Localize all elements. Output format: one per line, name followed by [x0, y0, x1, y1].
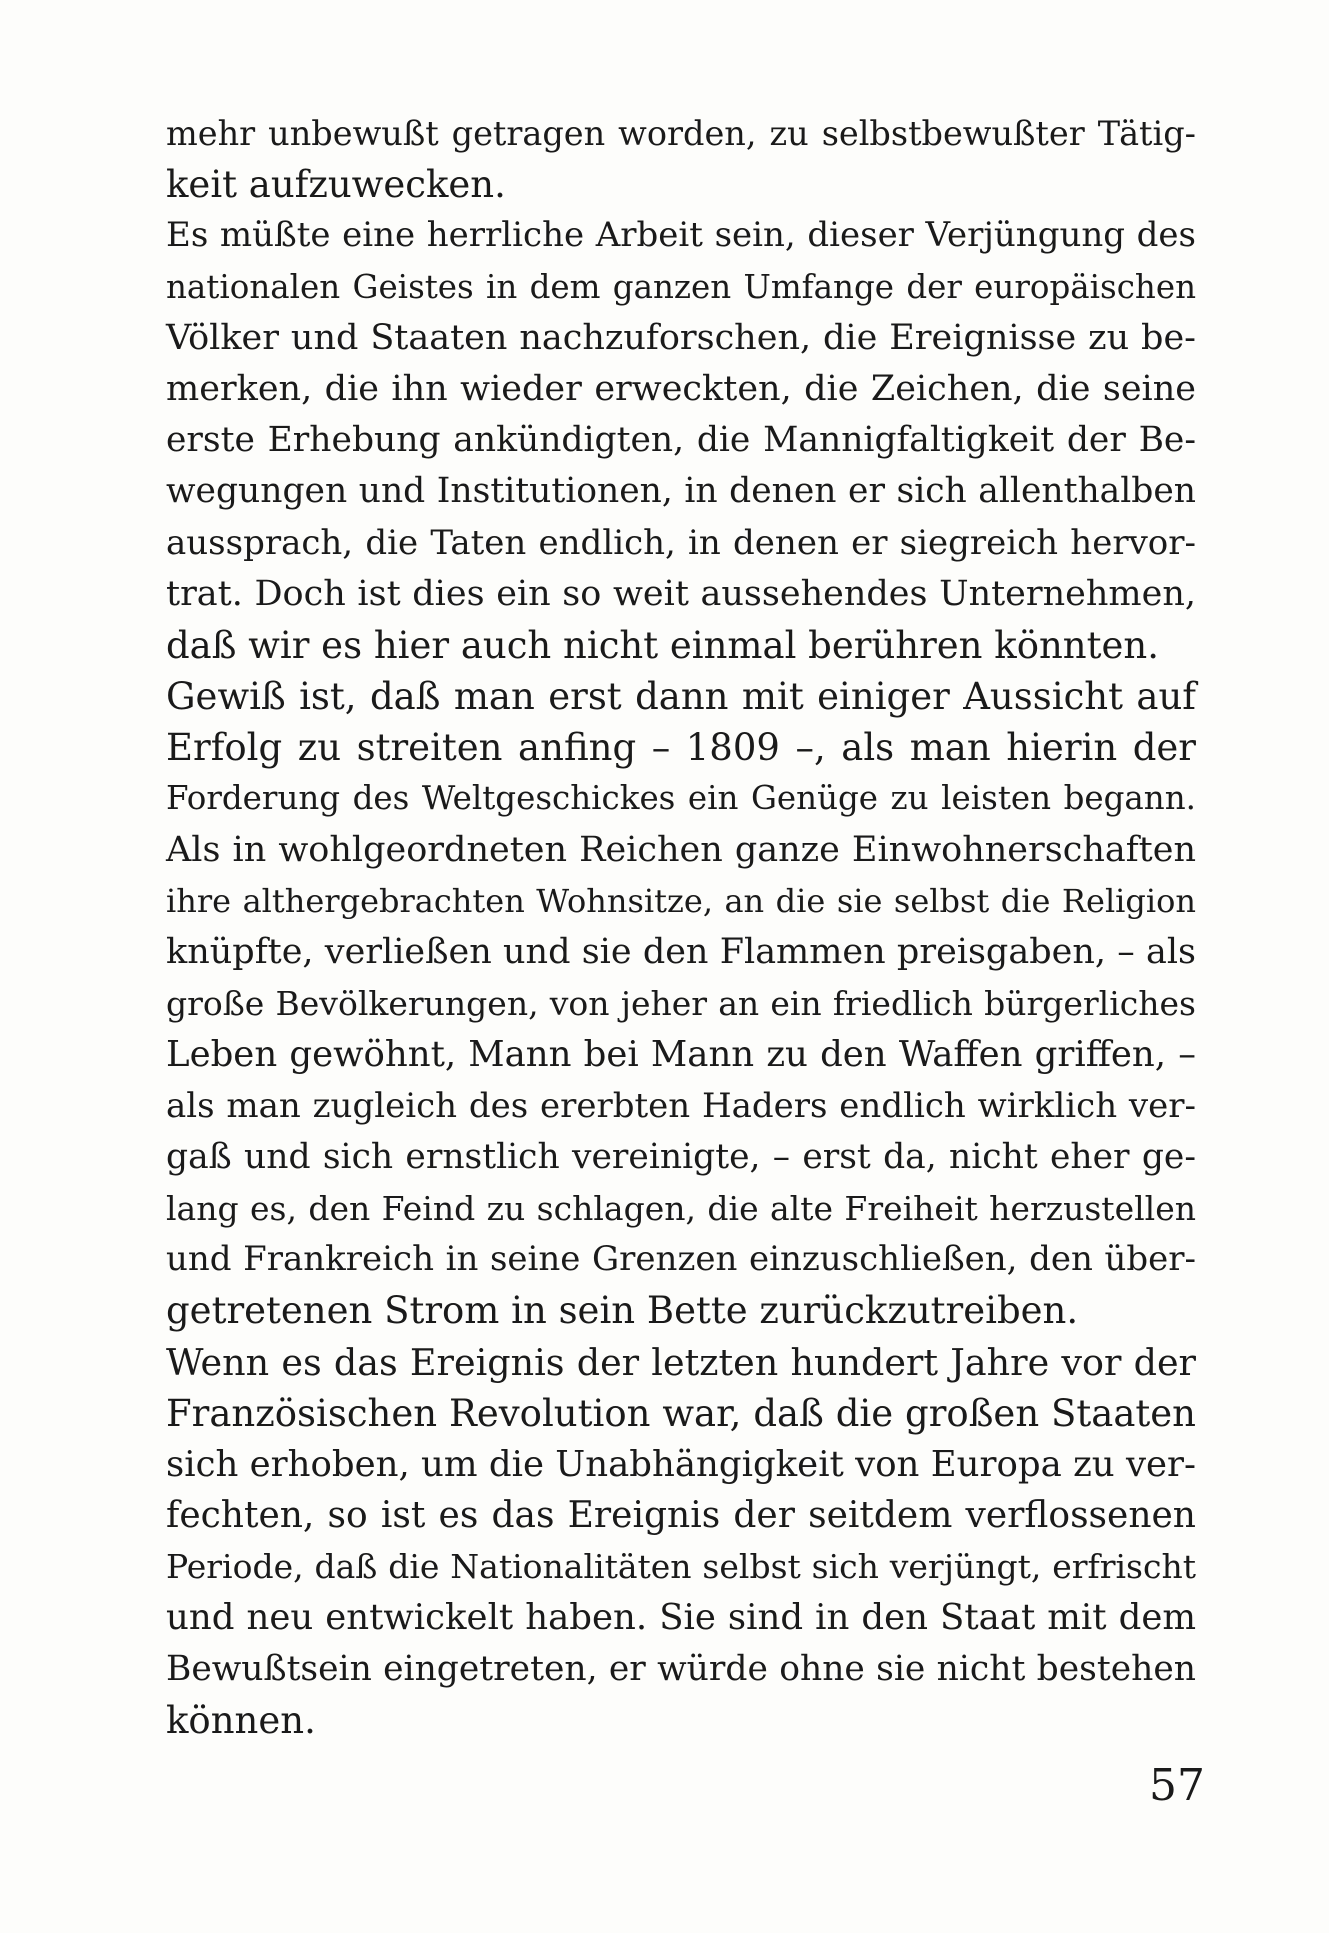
text-line: und neu entwickelt haben. Sie sind in den Staat mit dem [166, 1597, 1196, 1639]
paragraph [166, 108, 1196, 210]
text-line: getretenen Strom in sein Bette zurückzutreiben. [166, 1289, 1079, 1333]
text-line: knüpfte, verließen und sie den Flammen preisgaben, – als [166, 932, 1196, 972]
text-line: Forderung des Weltgeschickes ein Genüge zu leisten begann. [166, 779, 1196, 818]
text-line: erste Erhebung ankündigten, die Mannigfaltigkeit der Be- [166, 420, 1196, 461]
text-line: als man zugleich des ererbten Haders endlich wirklich ver- [166, 1085, 1196, 1126]
text-line: gaß und sich ernstlich vereinigte, – erst da, nicht eher ge- [166, 1136, 1196, 1177]
text-line: sich erhoben, um die Unabhängigkeit von Europa zu ver- [166, 1443, 1196, 1485]
text-line: mehr unbewußt getragen worden, zu selbstbewußter Tätig- [166, 114, 1196, 153]
text-line: merken, die ihn wieder erweckten, die Zeichen, die seine [166, 368, 1196, 409]
text-line: Völker und Staaten nachzuforschen, die Ereignisse zu be- [166, 317, 1196, 358]
text-line: Französischen Revolution war, daß die großen Staaten [166, 1391, 1196, 1435]
paragraph [166, 210, 1196, 671]
text-line: Es müßte eine herrliche Arbeit sein, dieser Verjüngung des [166, 215, 1196, 256]
text-line: und Frankreich in seine Grenzen einzuschließen, den über- [166, 1239, 1196, 1280]
paragraph [166, 1337, 1196, 1747]
text-line: keit aufzuwecken. [166, 163, 506, 207]
text-line: nationalen Geistes in dem ganzen Umfange der europäischen [166, 267, 1196, 306]
text-line: lang es, den Feind zu schlagen, die alte Freiheit herzustellen [166, 1188, 1196, 1228]
text-line: Periode, daß die Nationalitäten selbst sich verjüngt, erfrischt [166, 1547, 1196, 1587]
text-line: Bewußtsein eingetreten, er würde ohne sie nicht bestehen [166, 1648, 1196, 1689]
paragraph [166, 671, 1196, 1336]
text-line: große Bevölkerungen, von jeher an ein friedlich bürgerliches [166, 984, 1196, 1024]
text-line: daß wir es hier auch nicht einmal berühren könnten. [166, 623, 1159, 667]
text-line: ihre althergebrachten Wohnsitze, an die sie selbst die Religion [166, 881, 1196, 920]
page-number: 57 [1149, 1760, 1205, 1811]
body-text [166, 108, 1196, 1746]
text-line: Wenn es das Ereignis der letzten hundert Jahre vor der [166, 1340, 1196, 1384]
text-line: Als in wohlgeordneten Reichen ganze Einwohnerschaften [166, 829, 1196, 870]
text-line: fechten, so ist es das Ereignis der seitdem verflossenen [166, 1495, 1196, 1537]
text-line: Leben gewöhnt, Mann bei Mann zu den Waffen griffen, – [166, 1034, 1196, 1076]
text-line: Erfolg zu streiten anfing – 1809 –, als man hierin der [166, 726, 1196, 770]
text-line: wegungen und Institutionen, in denen er sich allenthalben [166, 471, 1196, 512]
text-line: können. [166, 1698, 316, 1742]
text-line: trat. Doch ist dies ein so weit aussehendes Unternehmen, [166, 573, 1196, 614]
text-line: aussprach, die Taten endlich, in denen er siegreich hervor- [166, 522, 1196, 563]
text-line: Gewiß ist, daß man erst dann mit einiger Aussicht auf [166, 675, 1196, 719]
